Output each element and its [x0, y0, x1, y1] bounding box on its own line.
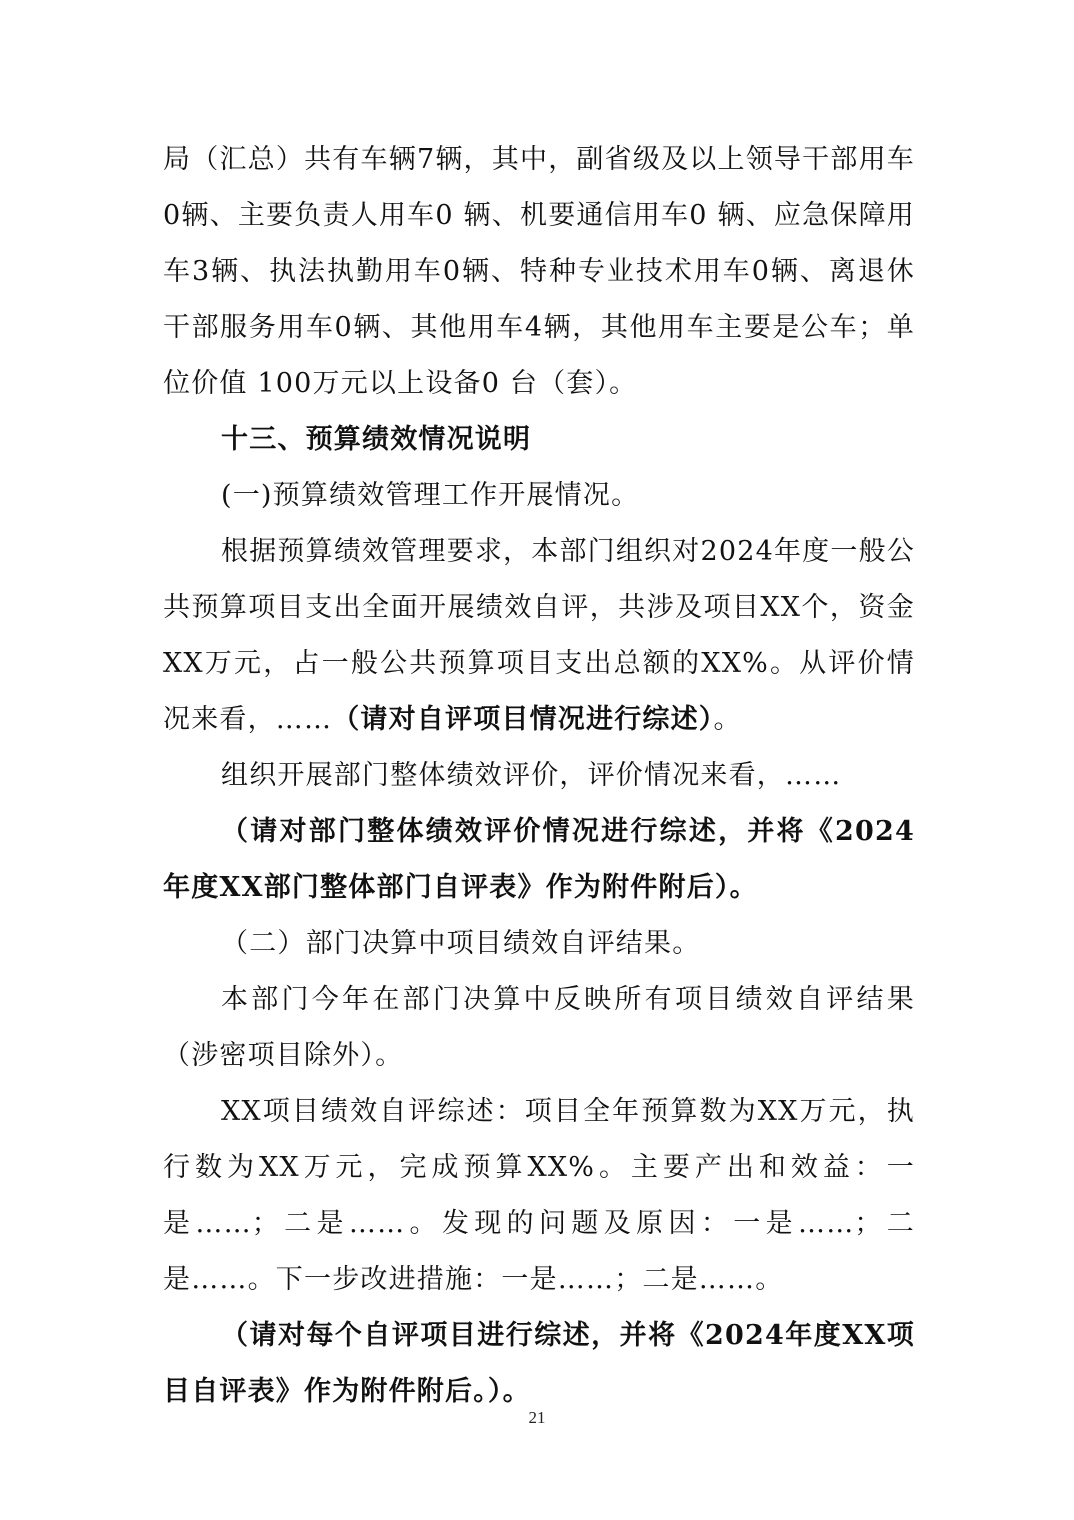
paragraph-department-evaluation-instruction: （请对部门整体绩效评价情况进行综述，并将《2024年度XX部门整体部门自评表》作为附件附后）。 [163, 816, 915, 903]
paragraph-self-evaluation [163, 524, 915, 748]
paragraph-project-results: 本部门今年在部门决算中反映所有项目绩效自评结果（涉密项目除外）。 [163, 984, 915, 1071]
paragraph-department-evaluation: 组织开展部门整体绩效评价，评价情况来看，…… [221, 760, 842, 791]
paragraph-project-summary-instruction: （请对每个自评项目进行综述，并将《2024年度XX项目自评表》作为附件附后。）。 [163, 1320, 915, 1407]
subheading-project-results: （二）部门决算中项目绩效自评结果。 [221, 928, 701, 959]
paragraph-self-evaluation-text: 根据预算绩效管理要求，本部门组织对2024年度一般公共预算项目支出全面开展绩效自评，共涉及项目XX个，资金XX万元，占一般公共预算项目支出总额的XX%。从评价情况来看，…… [163, 536, 915, 735]
section-heading: 十三、预算绩效情况说明 [221, 424, 532, 455]
paragraph-self-evaluation-end: 。 [713, 704, 742, 735]
paragraph-project-summary: XX项目绩效自评综述：项目全年预算数为XX万元，执行数为XX万元，完成预算XX%。主要产出和效益：一是……；二是……。发现的问题及原因：一是……；二是……。下一步改进措施：一是……；二是……。 [163, 1096, 915, 1295]
subheading-performance-management: (一)预算绩效管理工作开展情况。 [221, 480, 640, 511]
page-number: 21 [528, 1408, 546, 1427]
paragraph-vehicles: 局（汇总）共有车辆7辆，其中，副省级及以上领导干部用车0辆、主要负责人用车0 辆、机要通信用车0 辆、应急保障用车3辆、执法执勤用车0辆、特种专业技术用车0辆、离退休干部服务用车0辆、其他用车4辆，其他用车主要是公车；单位价值 100万元以上设备0 台（套）。 [163, 144, 915, 399]
paragraph-self-evaluation-instruction: （请对自评项目情况进行综述） [332, 704, 714, 735]
document-body [163, 132, 915, 1420]
